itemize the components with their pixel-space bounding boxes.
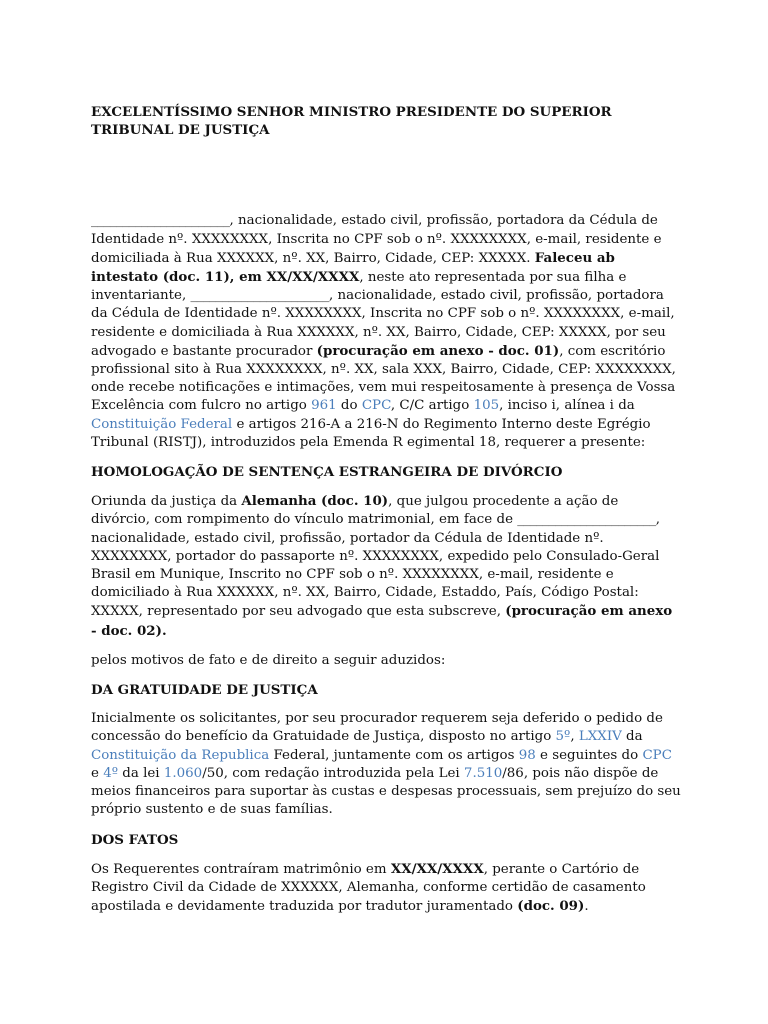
text-span: Oriunda da justiça da (91, 494, 242, 510)
heading-gratuidade: DA GRATUIDADE DE JUSTIÇA (91, 682, 318, 699)
name-blank: ______________________ (517, 512, 656, 528)
link-lei-1060[interactable]: 1.060 (163, 765, 203, 781)
text-span: da (621, 729, 643, 745)
text-span: . (584, 899, 589, 915)
text-span: /86, pois não dispõe de meios financeiros para suportar às custas e despesas processuais, sem prejuízo do seu próprio sustento e de suas famílias. (91, 765, 681, 818)
text-span: do (336, 398, 362, 414)
motivos-paragraph: pelos motivos de fato e de direito a seguir aduzidos: (91, 652, 446, 668)
link-constituicao-federal[interactable]: Constituição Federal (91, 416, 233, 432)
text-span: Inicialmente os solicitantes, por seu procurador requerem seja deferido o pedido de concessão do benefício da Gratuidade de Justiça, disposto no artigo (91, 711, 663, 745)
text-span: , nacionalidade, estado civil, profissão, portadora da Cédula de Identidade nº. XXXXXXXX, Inscrita no CPF sob o nº. XXXXXXXX, e-mail, residente e domiciliada à Rua XXXXXX, nº. XX, Bairro, Cidade, CEP: XXXXX. (91, 213, 662, 266)
text-span: , neste ato representada por sua filha e inventariante, (91, 270, 627, 304)
text-span: , perante o Cartório de Registro Civil da Cidade de XXXXXX, Alemanha, conforme certidão de casamento apostilada e devidamente traduzida por tradutor juramentado (91, 861, 646, 915)
link-lxxiv[interactable]: LXXIV (578, 729, 622, 745)
link-lei-7510[interactable]: 7.510 (463, 765, 503, 781)
document-page (91, 103, 681, 916)
link-constituicao-republica[interactable]: Constituição da Republica (91, 747, 270, 763)
oriunda-paragraph (91, 492, 681, 641)
heading-homologacao: HOMOLOGAÇÃO DE SENTENÇA ESTRANGEIRA DE DIVÓRCIO (91, 464, 563, 481)
text-span: , nacionalidade, estado civil, profissão, portador da Cédula de Identidade nº. XXXXXXXX, portador do passaporte nº. XXXXXXXX, expedido pelo Consulado-Geral Brasil em Munique, Inscrito no CPF sob o nº. XXXXXXXX, e-mail, residente e domiciliado à Rua XXXXXX, nº. XX, Bairro, Cidade, Estaddo, País, Código Postal: XXXXX, representado por seu advogado que esta subscreve, (91, 512, 661, 620)
link-artigo-105[interactable]: 105 (473, 398, 500, 414)
link-artigo-98[interactable]: 98 (518, 747, 536, 763)
bold-span: (procuração em anexo - doc. 02). (91, 603, 673, 639)
intro-paragraph (91, 212, 681, 452)
fatos-paragraph (91, 860, 681, 917)
text-span: , com escritório profissional sito à Rua XXXXXXXX, nº. XX, sala XXX, Bairro, Cidade, CEP: XXXXXXXX, onde recebe notificações e intimações, vem mui respeitosamente à presença de Vossa Excelência com fulcro no artigo (91, 343, 676, 414)
link-cpc[interactable]: CPC (642, 747, 672, 763)
bold-span: Faleceu ab intestato (doc. 11), em XX/XX/XXXX (91, 249, 615, 286)
text-span: Os Requerentes contraíram matrimônio em (91, 861, 391, 877)
text-span: , nacionalidade, estado civil, profissão, portadora da Cédula de Identidade nº. XXXXXXXX, Inscrita no CPF sob o nº. XXXXXXXX, e-mail, residente e domiciliada à Rua XXXXXX, nº. XX, Bairro, Cidade, CEP: XXXXX, por seu advogado e bastante procurador (91, 288, 675, 359)
link-artigo-4[interactable]: 4º (103, 765, 119, 781)
link-artigo-961[interactable]: 961 (311, 398, 337, 414)
bold-span: (doc. 09) (517, 898, 585, 915)
text-span: , (570, 729, 579, 745)
text-span: , que julgou procedente a ação de divórcio, com rompimento do vínculo matrimonial, em face de (91, 494, 619, 528)
bold-span: Alemanha (doc. 10) (241, 493, 389, 510)
text-span: Federal, juntamente com os artigos (269, 747, 519, 763)
document-title: EXCELENTÍSSIMO SENHOR MINISTRO PRESIDENTE DO SUPERIOR TRIBUNAL DE JUSTIÇA (91, 104, 612, 139)
text-span: e artigos 216-A a 216-N do Regimento Interno deste Egrégio Tribunal (RISTJ), introduzidos pela Emenda R egimental 18, requerer a presente: (91, 416, 651, 450)
heading-fatos: DOS FATOS (91, 831, 179, 848)
text-span: /50, com redação introduzida pela Lei (202, 765, 464, 781)
gratuidade-paragraph (91, 710, 681, 819)
text-span: , C/C artigo (390, 398, 474, 414)
name-blank: ______________________ (190, 288, 329, 304)
link-cpc[interactable]: CPC (361, 398, 391, 414)
name-blank: ______________________ (91, 213, 230, 229)
bold-span: XX/XX/XXXX (390, 860, 484, 877)
text-span: , inciso i, alínea i da (499, 398, 635, 414)
bold-span: (procuração em anexo - doc. 01) (316, 342, 560, 359)
text-span: e seguintes do (535, 747, 643, 763)
text-span: e (91, 765, 104, 781)
link-artigo-5[interactable]: 5º (555, 729, 571, 745)
text-span: da lei (118, 765, 164, 781)
